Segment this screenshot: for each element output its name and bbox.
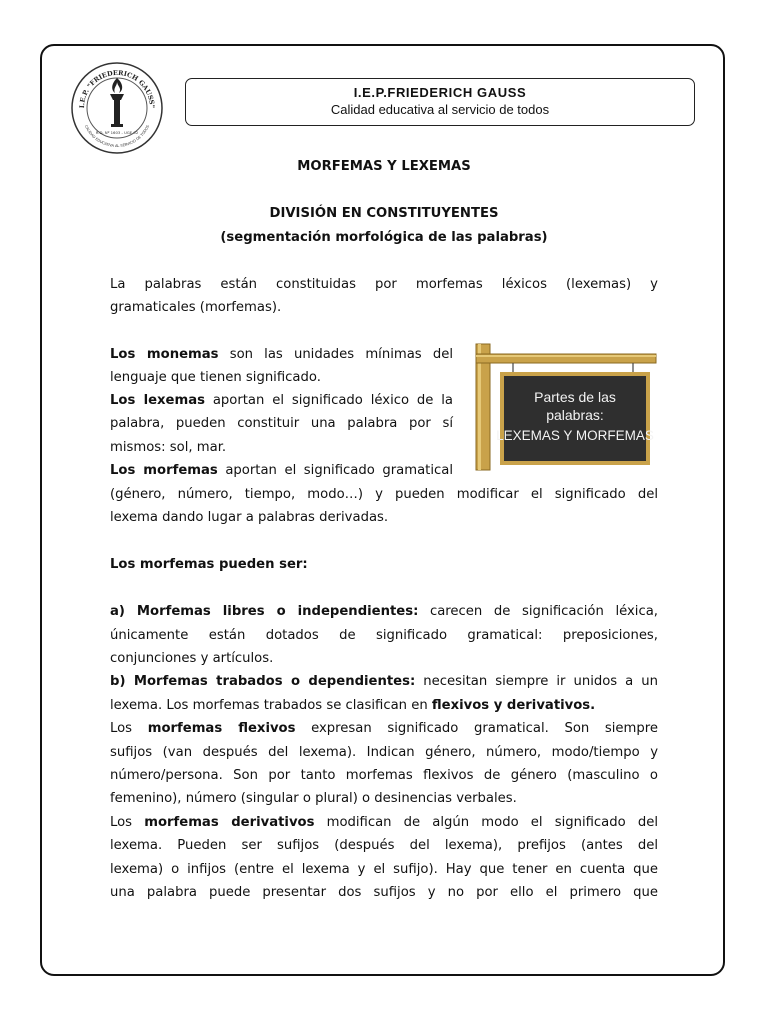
sign-line-1: Partes de las (534, 389, 616, 405)
item-b-line: b) Morfemas trabados o dependientes: necesitan siempre ir unidos a un (110, 674, 658, 689)
seal-text-top: I.E.P. "FRIEDERICH GAUSS" (77, 68, 157, 109)
term-morfemas-derivativos: morfemas derivativos (144, 815, 315, 830)
term-flexivos-derivativos: flexivos y derivativos. (431, 698, 596, 713)
page-title: MORFEMAS Y LEXEMAS (297, 159, 471, 174)
lexemas-line: Los lexemas aportan el significado léxico de la (110, 393, 453, 408)
body-line: lenguaje que tienen significado. (110, 370, 321, 385)
monemas-line: Los monemas son las unidades mínimas del (110, 347, 453, 362)
term-morfemas-libres: a) Morfemas libres o independientes: (110, 604, 419, 619)
body-line: La palabras están constituidas por morfemas léxicos (lexemas) y (110, 277, 658, 292)
section-heading: Los morfemas pueden ser: (110, 557, 308, 572)
lexemas-morfemas-sign-image (473, 340, 659, 472)
school-name: I.E.P.FRIEDERICH GAUSS (353, 85, 527, 100)
body-line: lexema) o infijos (entre el lexema y el sufijo). Hay que tener en cuenta que (110, 862, 658, 877)
term-morfemas: Los morfemas (110, 463, 218, 478)
body-line: número/persona. Son por tanto morfemas flexivos de género (masculino o (110, 768, 658, 783)
body-line: (género, número, tiempo, modo…) y pueden modificar el significado del (110, 487, 658, 502)
body-line: palabra, pueden constituir una palabra por sí (110, 416, 453, 431)
section-subtitle: (segmentación morfológica de las palabras) (220, 230, 548, 245)
school-header (185, 78, 695, 126)
body-line: lexema. Los morfemas trabados se clasifican en flexivos y derivativos. (110, 698, 596, 713)
sign-line-2: palabras: (546, 407, 604, 423)
body-line: gramaticales (morfemas). (110, 300, 282, 315)
term-morfemas-flexivos: morfemas flexivos (147, 721, 296, 736)
school-seal-logo (70, 60, 164, 156)
term-lexemas: Los lexemas (110, 393, 205, 408)
body-line: sufijos (van después del lexema). Indican género, número, modo/tiempo y (110, 745, 658, 760)
section-title: DIVISIÓN EN CONSTITUYENTES (269, 206, 499, 221)
sign-line-3: LEXEMAS Y MORFEMAS (496, 428, 654, 443)
derivativos-line: Los morfemas derivativos modifican de algún modo el significado del (110, 815, 658, 830)
body-line: conjunciones y artículos. (110, 651, 274, 666)
body-line: lexema dando lugar a palabras derivadas. (110, 510, 389, 525)
term-morfemas-trabados: b) Morfemas trabados o dependientes: (110, 674, 416, 689)
body-line: una palabra puede presentar dos sufijos y no por ello el primero que (110, 885, 658, 900)
body-line: lexema. Pueden ser sufijos (después del lexema), prefijos (antes del (110, 838, 658, 853)
body-line: mismos: sol, mar. (110, 440, 227, 455)
term-monemas: Los monemas (110, 347, 219, 362)
flexivos-line: Los morfemas flexivos expresan significado gramatical. Son siempre (110, 721, 658, 736)
item-a-line: a) Morfemas libres o independientes: carecen de significación léxica, (110, 604, 658, 619)
body-line: únicamente están dotados de significado gramatical: preposiciones, (110, 628, 658, 643)
seal-resolution: R.D. Nº 1603 - UGE 02 (95, 130, 139, 135)
body-line: femenino), número (singular o plural) o desinencias verbales. (110, 791, 517, 806)
school-motto: Calidad educativa al servicio de todos (330, 102, 550, 117)
seal-text-bottom: CALIDAD EDUCATIVA AL SERVICIO DE TODOS (83, 124, 151, 149)
morfemas-line: Los morfemas aportan el significado gramatical (110, 463, 453, 478)
